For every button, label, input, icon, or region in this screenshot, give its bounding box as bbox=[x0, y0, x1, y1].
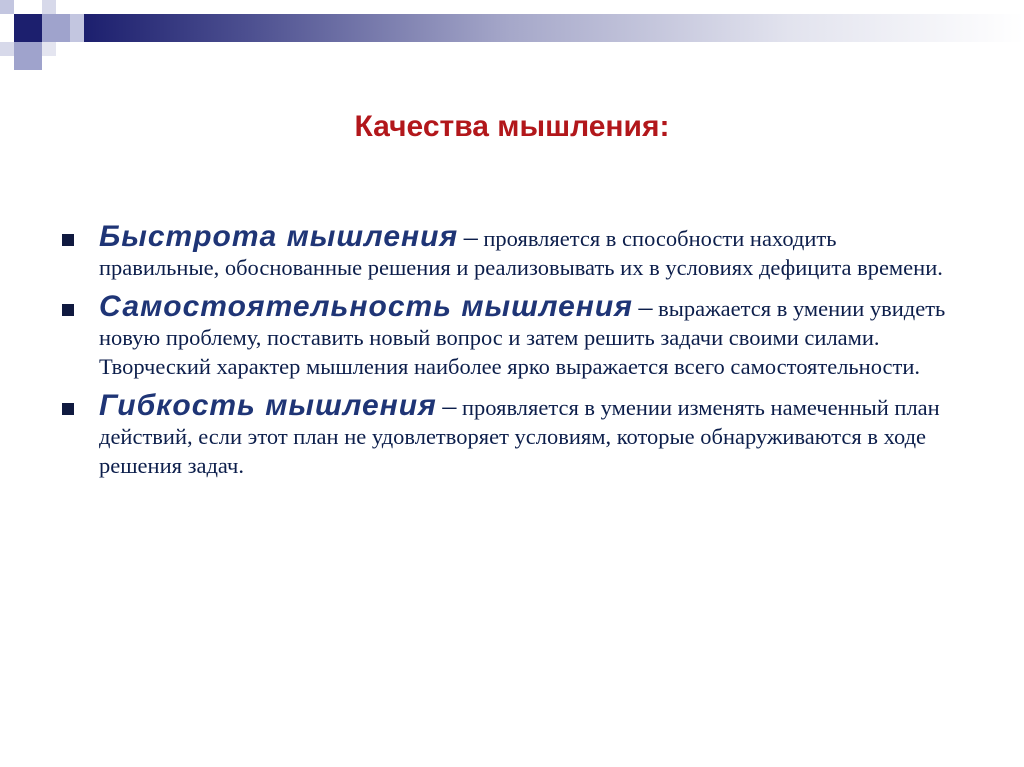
bullet-item-flexibility bbox=[60, 391, 960, 480]
bullet-dash: – bbox=[463, 222, 478, 253]
corner-square-decoration bbox=[14, 42, 42, 70]
header-gradient-band bbox=[84, 14, 1024, 42]
corner-square-decoration bbox=[42, 0, 56, 14]
slide-title: Качества мышления: bbox=[354, 110, 670, 143]
corner-square-decoration bbox=[14, 0, 42, 14]
square-bullet-icon bbox=[62, 234, 74, 246]
bullet-term: Гибкость мышления bbox=[99, 389, 437, 422]
corner-square-decoration bbox=[70, 14, 84, 42]
bullet-item-speed bbox=[60, 222, 960, 282]
bullet-term: Самостоятельность мышления bbox=[99, 290, 633, 323]
bullet-dash: – bbox=[442, 391, 457, 422]
bullet-term: Быстрота мышления bbox=[99, 220, 459, 253]
corner-square-decoration bbox=[0, 0, 14, 14]
square-bullet-icon bbox=[62, 403, 74, 415]
bullet-dash: – bbox=[638, 292, 653, 323]
bullet-text: проявляется в умении изменять намеченный план действий, если этот план не удовлетворяет условиям, которые обнаруживаются в ходе решения задач. bbox=[99, 395, 940, 478]
corner-square-decoration bbox=[0, 42, 14, 56]
bullet-list bbox=[60, 222, 960, 490]
bullet-item-independence bbox=[60, 292, 960, 381]
bullet-text: выражается в умении увидеть новую проблему, поставить новый вопрос и затем решить задачи своими силами. Творческий характер мышления наиболее ярко выражается всего самостоятельности. bbox=[99, 296, 946, 379]
bullet-text: проявляется в способности находить правильные, обоснованные решения и реализовывать их в условиях дефицита времени. bbox=[99, 226, 943, 280]
corner-square-decoration bbox=[14, 14, 42, 42]
corner-square-decoration bbox=[42, 14, 70, 42]
square-bullet-icon bbox=[62, 304, 74, 316]
corner-square-decoration bbox=[42, 42, 56, 56]
